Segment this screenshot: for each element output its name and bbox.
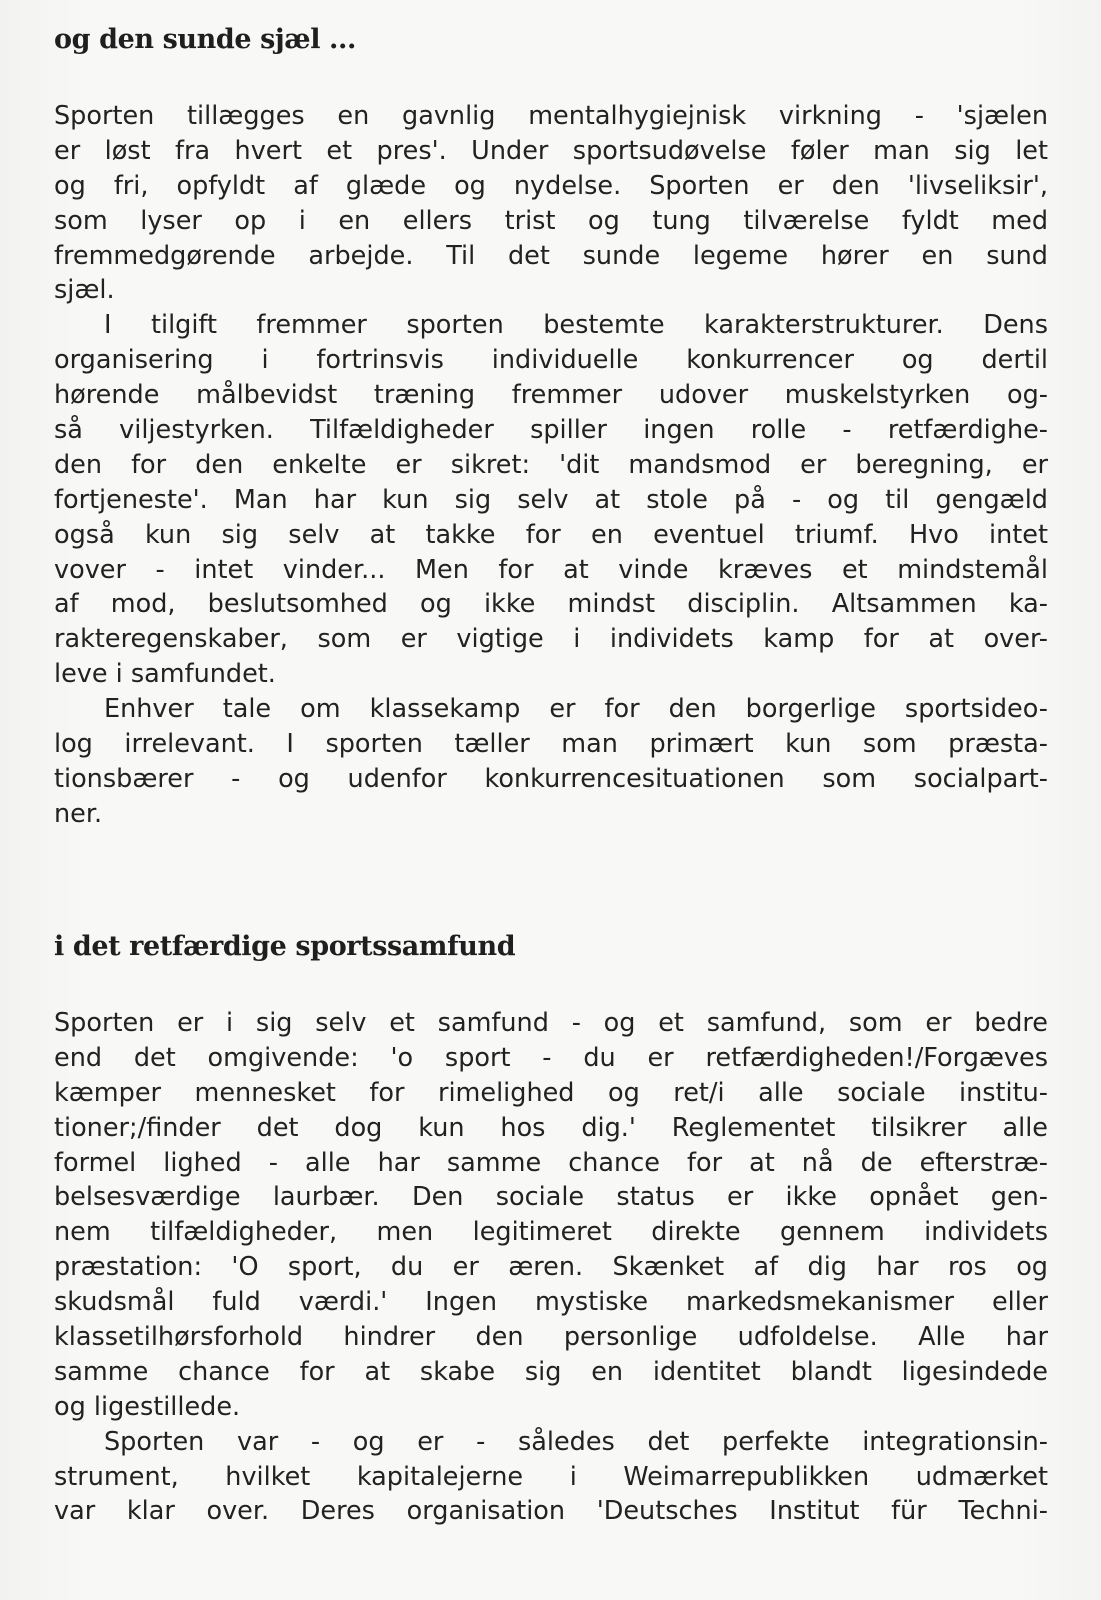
text-line: belsesværdige laurbær. Den sociale status er ikke opnået gen- bbox=[54, 1182, 1048, 1213]
text-line: vover - intet vinder... Men for at vinde kræves et mindstemål bbox=[54, 554, 1048, 585]
text-line: nem tilfældigheder, men legitimeret direkte gennem individets bbox=[54, 1217, 1048, 1248]
text-line: Sporten er i sig selv et samfund - og et samfund, som er bedre bbox=[54, 1008, 1048, 1038]
text-line: formel lighed - alle har samme chance for at nå de efterstræ- bbox=[54, 1147, 1048, 1178]
text-line: og fri, opfyldt af glæde og nydelse. Sporten er den 'livseliksir', bbox=[54, 170, 1048, 201]
text-line: log irrelevant. I sporten tæller man primært kun som præsta- bbox=[54, 729, 1048, 760]
text-line: fortjeneste'. Man har kun sig selv at stole på - og til gengæld bbox=[54, 484, 1048, 515]
text-line: fremmedgørende arbejde. Til det sunde legeme hører en sund bbox=[54, 240, 1048, 271]
text-line: end det omgivende: 'o sport - du er retfærdigheden!/Forgæves bbox=[54, 1042, 1048, 1073]
text-line: som lyser op i en ellers trist og tung tilværelse fyldt med bbox=[54, 205, 1048, 236]
text-line: kæmper mennesket for rimelighed og ret/i alle sociale institu- bbox=[54, 1077, 1048, 1108]
text-line: leve i samfundet. bbox=[54, 659, 276, 690]
text-line: præstation: 'O sport, du er æren. Skænket af dig har ros og bbox=[54, 1252, 1048, 1283]
text-line: Sporten tillægges en gavnlig mentalhygiejnisk virkning - 'sjælen bbox=[54, 101, 1048, 131]
text-line: organisering i fortrinsvis individuelle konkurrencer og dertil bbox=[54, 345, 1048, 376]
text-line: tionsbærer - og udenfor konkurrencesituationen som socialpart- bbox=[54, 763, 1048, 794]
text-line: tioner;/finder det dog kun hos dig.' Reglementet tilsikrer alle bbox=[54, 1112, 1048, 1143]
text-line: samme chance for at skabe sig en identitet blandt ligesindede bbox=[54, 1356, 1048, 1387]
text-line: så viljestyrken. Tilfældigheder spiller ingen rolle - retfærdighe- bbox=[54, 415, 1048, 446]
text-line: er løst fra hvert et pres'. Under sportsudøvelse føler man sig let bbox=[54, 135, 1048, 166]
section-body bbox=[54, 99, 1048, 832]
section-heading: og den sunde sjæl ... bbox=[54, 24, 357, 55]
section-body bbox=[54, 1006, 1048, 1529]
text-line: ner. bbox=[54, 798, 103, 829]
text-line: strument, hvilket kapitalejerne i Weimarrepublikken udmærket bbox=[54, 1461, 1048, 1492]
text-line: var klar over. Deres organisation 'Deutsches Institut für Techni- bbox=[54, 1496, 1048, 1527]
text-line: den for den enkelte er sikret: 'dit mandsmod er beregning, er bbox=[54, 449, 1048, 480]
text-line: sjæl. bbox=[54, 275, 115, 306]
text-line: hørende målbevidst træning fremmer udover muskelstyrken og- bbox=[54, 380, 1048, 411]
text-line: og ligestillede. bbox=[54, 1391, 241, 1422]
text-line: af mod, beslutsomhed og ikke mindst disciplin. Altsammen ka- bbox=[54, 589, 1048, 620]
text-line: rakteregenskaber, som er vigtige i individets kamp for at over- bbox=[54, 624, 1048, 655]
text-line: I tilgift fremmer sporten bestemte karakterstrukturer. Dens bbox=[104, 310, 1048, 341]
text-line: også kun sig selv at takke for en eventuel triumf. Hvo intet bbox=[54, 519, 1048, 550]
text-line: klassetilhørsforhold hindrer den personlige udfoldelse. Alle har bbox=[54, 1322, 1048, 1353]
text-line: Enhver tale om klassekamp er for den borgerlige sportsideo- bbox=[104, 694, 1048, 725]
section-heading: i det retfærdige sportssamfund bbox=[54, 931, 516, 962]
text-line: skudsmål fuld værdi.' Ingen mystiske markedsmekanismer eller bbox=[54, 1287, 1048, 1318]
text-line: Sporten var - og er - således det perfekte integrationsin- bbox=[104, 1426, 1048, 1457]
